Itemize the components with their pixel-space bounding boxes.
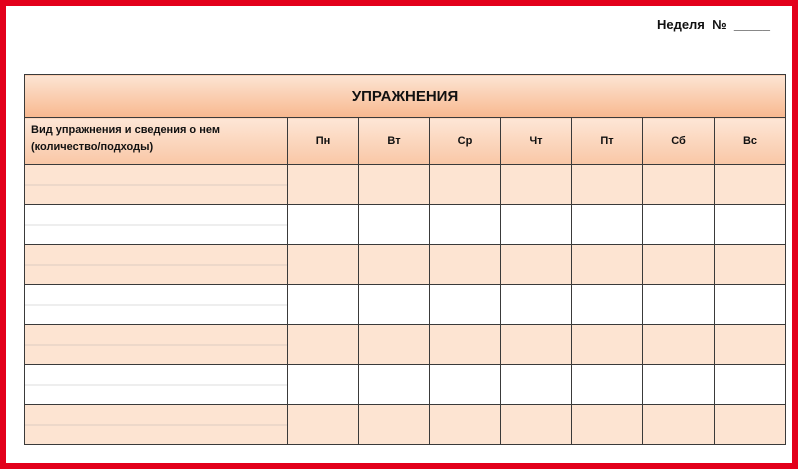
day-cell[interactable] bbox=[643, 325, 715, 365]
week-number-label: Неделя № _____ bbox=[656, 17, 770, 32]
day-cell[interactable] bbox=[643, 365, 715, 405]
exercise-cell[interactable] bbox=[25, 285, 288, 325]
day-cell[interactable] bbox=[359, 405, 430, 445]
day-cell[interactable] bbox=[288, 405, 359, 445]
day-cell[interactable] bbox=[501, 365, 572, 405]
day-header-sat: Сб bbox=[643, 118, 715, 165]
exercise-table bbox=[24, 74, 786, 445]
day-cell[interactable] bbox=[359, 285, 430, 325]
day-cell[interactable] bbox=[430, 405, 501, 445]
day-cell[interactable] bbox=[572, 165, 643, 205]
day-header-thu: Чт bbox=[501, 118, 572, 165]
day-cell[interactable] bbox=[430, 245, 501, 285]
exercise-cell[interactable] bbox=[25, 245, 288, 285]
day-cell[interactable] bbox=[430, 285, 501, 325]
day-cell[interactable] bbox=[572, 285, 643, 325]
day-cell[interactable] bbox=[359, 245, 430, 285]
exercise-cell[interactable] bbox=[25, 165, 288, 205]
day-header-fri: Пт bbox=[572, 118, 643, 165]
day-header-mon: Пн bbox=[288, 118, 359, 165]
day-cell[interactable] bbox=[643, 165, 715, 205]
day-cell[interactable] bbox=[643, 405, 715, 445]
day-cell[interactable] bbox=[572, 205, 643, 245]
table-row bbox=[25, 165, 786, 205]
day-cell[interactable] bbox=[430, 365, 501, 405]
day-cell[interactable] bbox=[359, 365, 430, 405]
day-cell[interactable] bbox=[715, 165, 786, 205]
day-cell[interactable] bbox=[359, 325, 430, 365]
table-row bbox=[25, 205, 786, 245]
day-cell[interactable] bbox=[572, 325, 643, 365]
table-row bbox=[25, 285, 786, 325]
day-cell[interactable] bbox=[715, 245, 786, 285]
day-cell[interactable] bbox=[501, 285, 572, 325]
table-row bbox=[25, 365, 786, 405]
table-row bbox=[25, 325, 786, 365]
day-cell[interactable] bbox=[501, 325, 572, 365]
exercise-cell[interactable] bbox=[25, 405, 288, 445]
day-cell[interactable] bbox=[430, 205, 501, 245]
day-header-wed: Ср bbox=[430, 118, 501, 165]
table-row bbox=[25, 405, 786, 445]
exercise-column-header-line2: (количество/подходы) bbox=[31, 141, 154, 153]
day-cell[interactable] bbox=[501, 405, 572, 445]
day-cell[interactable] bbox=[572, 365, 643, 405]
day-cell[interactable] bbox=[501, 245, 572, 285]
day-cell[interactable] bbox=[715, 365, 786, 405]
exercise-column-header bbox=[25, 118, 288, 165]
day-cell[interactable] bbox=[572, 245, 643, 285]
day-cell[interactable] bbox=[359, 165, 430, 205]
table-title: УПРАЖНЕНИЯ bbox=[25, 75, 786, 118]
day-cell[interactable] bbox=[715, 285, 786, 325]
day-cell[interactable] bbox=[715, 325, 786, 365]
day-header-tue: Вт bbox=[359, 118, 430, 165]
exercise-column-header-line1: Вид упражнения и сведения о нем bbox=[31, 124, 220, 136]
day-cell[interactable] bbox=[430, 165, 501, 205]
exercise-cell[interactable] bbox=[25, 365, 288, 405]
day-cell[interactable] bbox=[501, 205, 572, 245]
day-cell[interactable] bbox=[715, 205, 786, 245]
table-row bbox=[25, 245, 786, 285]
day-cell[interactable] bbox=[430, 325, 501, 365]
day-cell[interactable] bbox=[501, 165, 572, 205]
day-cell[interactable] bbox=[288, 365, 359, 405]
day-cell[interactable] bbox=[288, 205, 359, 245]
day-cell[interactable] bbox=[359, 205, 430, 245]
day-cell[interactable] bbox=[643, 205, 715, 245]
day-cell[interactable] bbox=[288, 325, 359, 365]
day-header-sun: Вс bbox=[715, 118, 786, 165]
day-cell[interactable] bbox=[572, 405, 643, 445]
day-cell[interactable] bbox=[643, 285, 715, 325]
day-cell[interactable] bbox=[288, 285, 359, 325]
exercise-cell[interactable] bbox=[25, 325, 288, 365]
day-cell[interactable] bbox=[288, 245, 359, 285]
day-cell[interactable] bbox=[288, 165, 359, 205]
exercise-cell[interactable] bbox=[25, 205, 288, 245]
day-cell[interactable] bbox=[715, 405, 786, 445]
day-cell[interactable] bbox=[643, 245, 715, 285]
